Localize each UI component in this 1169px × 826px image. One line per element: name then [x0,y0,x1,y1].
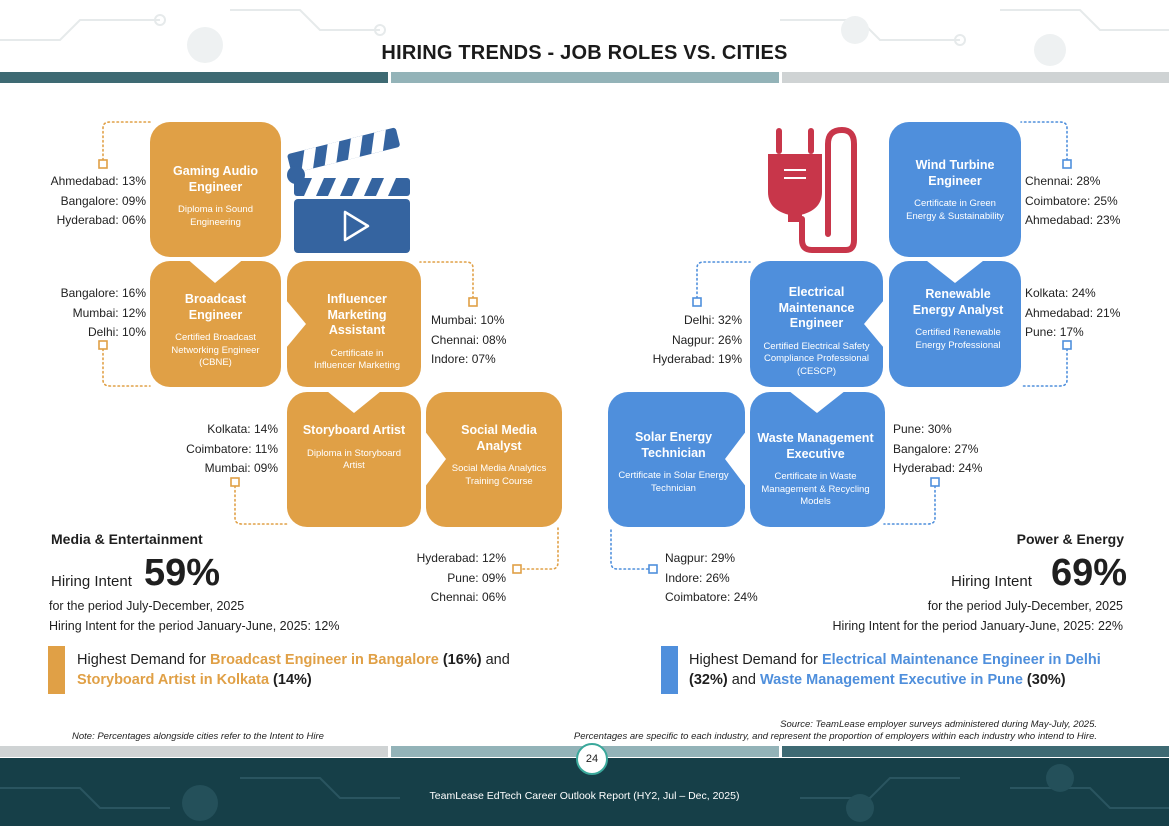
city-value: Nagpur: 26% [671,332,742,347]
city-value: Chennai: 06% [430,590,506,604]
highest-demand-power [689,651,1149,690]
role-certificate: Diploma in Sound Engineering [178,204,253,228]
city-value: Mumbai: 10% [431,313,505,327]
demand-prefix: Highest Demand for [689,652,822,668]
period-previous: Hiring Intent for the period January-June, 2025: 12% [49,619,340,633]
city-list-social-media [390,549,506,608]
city-list-influencer [431,311,541,370]
city-value: Ahmedabad: 21% [1025,305,1121,320]
period-current: for the period July-December, 2025 [49,599,245,613]
industry-name-media: Media & Entertainment [51,531,203,547]
role-name: Influencer Marketing Assistant [327,292,387,337]
period-power [833,596,1123,636]
city-value: Kolkata: 24% [1025,286,1096,300]
industry-name-power: Power & Energy [1016,531,1124,547]
city-value: Hyderabad: 19% [652,352,742,366]
demand-value-1: (32%) [689,671,728,688]
city-list-waste [893,420,1013,479]
hiring-intent-value-power: 69% [1051,552,1128,594]
role-name: Renewable Energy Analyst [912,287,1004,317]
role-certificate: Certificate in Waste Management & Recycling Models [761,471,870,507]
demand-highlight-2: Storyboard Artist in Kolkata [77,671,270,688]
city-list-gaming-audio [30,172,146,231]
city-value: Delhi: 10% [87,325,146,339]
city-value: Hyderabad: 24% [893,461,983,475]
role-name: Wind Turbine Engineer [915,158,995,188]
city-value: Pune: 09% [447,570,506,585]
city-value: Coimbatore: 24% [665,590,758,604]
demand-and: and [727,671,760,688]
demand-prefix: Highest Demand for [77,652,210,668]
hiring-intent-label-media: Hiring Intent [51,573,132,590]
city-value: Mumbai: 09% [204,461,278,475]
role-certificate: Certificate in Green Energy & Sustainability [906,198,1004,222]
city-list-storyboard [160,420,278,479]
city-value: Bangalore: 16% [60,286,146,300]
city-list-solar [665,549,785,608]
city-value: Ahmedabad: 23% [1025,213,1121,227]
note-source-line-2: Percentages are specific to each industry, and represent the proportion of employers within each industry who intend to Hire. [573,731,1097,742]
city-value: Ahmedabad: 13% [50,174,146,188]
demand-value-1: (16%) [438,652,482,668]
city-value: Mumbai: 12% [72,305,146,320]
role-name: Social Media Analyst [461,423,537,453]
period-previous: Hiring Intent for the period January-June, 2025: 22% [832,619,1123,633]
note-source-line-1: Source: TeamLease employer surveys administered during May-July, 2025. [780,719,1097,730]
demand-value-2: (14%) [269,671,312,688]
role-certificate: Certificate in Influencer Marketing [313,347,401,371]
city-value: Bangalore: 27% [893,441,979,456]
highest-demand-media [77,651,557,690]
role-name: Waste Management Executive [757,431,874,461]
demand-bar-power [661,646,678,694]
role-name: Solar Energy Technician [634,430,713,460]
city-value: Chennai: 28% [1025,174,1101,188]
hiring-intent-label-power: Hiring Intent [951,573,1032,590]
city-list-renewable [1025,284,1145,343]
page-title: HIRING TRENDS - JOB ROLES VS. CITIES [381,42,788,64]
role-certificate: Certificate in Solar Energy Technician [618,470,729,494]
city-value: Chennai: 08% [431,332,507,347]
role-name: Broadcast Engineer [184,292,247,322]
demand-highlight-2: Waste Management Executive in Pune [759,671,1023,688]
footer-text: TeamLease EdTech Career Outlook Report (HY2, Jul – Dec, 2025) [429,790,740,802]
page-number: 24 [576,743,608,775]
demand-highlight-1: Broadcast Engineer in Bangalore [209,652,439,668]
role-name: Storyboard Artist [302,423,406,437]
city-value: Pune: 30% [893,422,952,436]
city-value: Pune: 17% [1025,325,1084,339]
city-value: Kolkata: 14% [207,422,278,436]
city-value: Nagpur: 29% [665,551,736,565]
note-left: Note: Percentages alongside cities refer to the Intent to Hire [72,731,324,742]
city-value: Delhi: 32% [683,313,742,327]
city-list-wind-turbine [1025,172,1145,231]
period-media [49,596,339,636]
city-list-electrical [620,311,742,370]
city-value: Hyderabad: 06% [56,213,146,227]
demand-bar-media [48,646,65,694]
role-name: Gaming Audio Engineer [173,164,258,194]
city-value: Coimbatore: 11% [186,441,278,456]
footer-band-light [0,746,388,757]
city-value: Hyderabad: 12% [416,551,506,565]
city-value: Indore: 26% [665,570,730,585]
hiring-intent-value-media: 59% [144,552,221,594]
demand-value-2: (30%) [1022,671,1066,688]
role-name: Electrical Maintenance Engineer [778,285,855,330]
note-source [574,719,1097,743]
city-value: Indore: 07% [431,352,496,366]
city-value: Coimbatore: 25% [1025,193,1118,208]
demand-and: and [481,652,510,668]
demand-highlight-1: Electrical Maintenance Engineer in Delhi [821,652,1101,668]
city-value: Bangalore: 09% [60,193,146,208]
role-certificate: Diploma in Storyboard Artist [307,447,401,471]
role-certificate: Certified Electrical Safety Compliance Professional (CESCP) [763,340,870,377]
role-certificate: Certified Renewable Energy Professional [915,327,1001,351]
role-certificate: Social Media Analytics Training Course [451,463,547,487]
city-list-broadcast [30,284,146,343]
footer-band-dark [782,746,1169,757]
period-current: for the period July-December, 2025 [927,599,1123,613]
role-certificate: Certified Broadcast Networking Engineer (CBNE) [171,332,260,368]
